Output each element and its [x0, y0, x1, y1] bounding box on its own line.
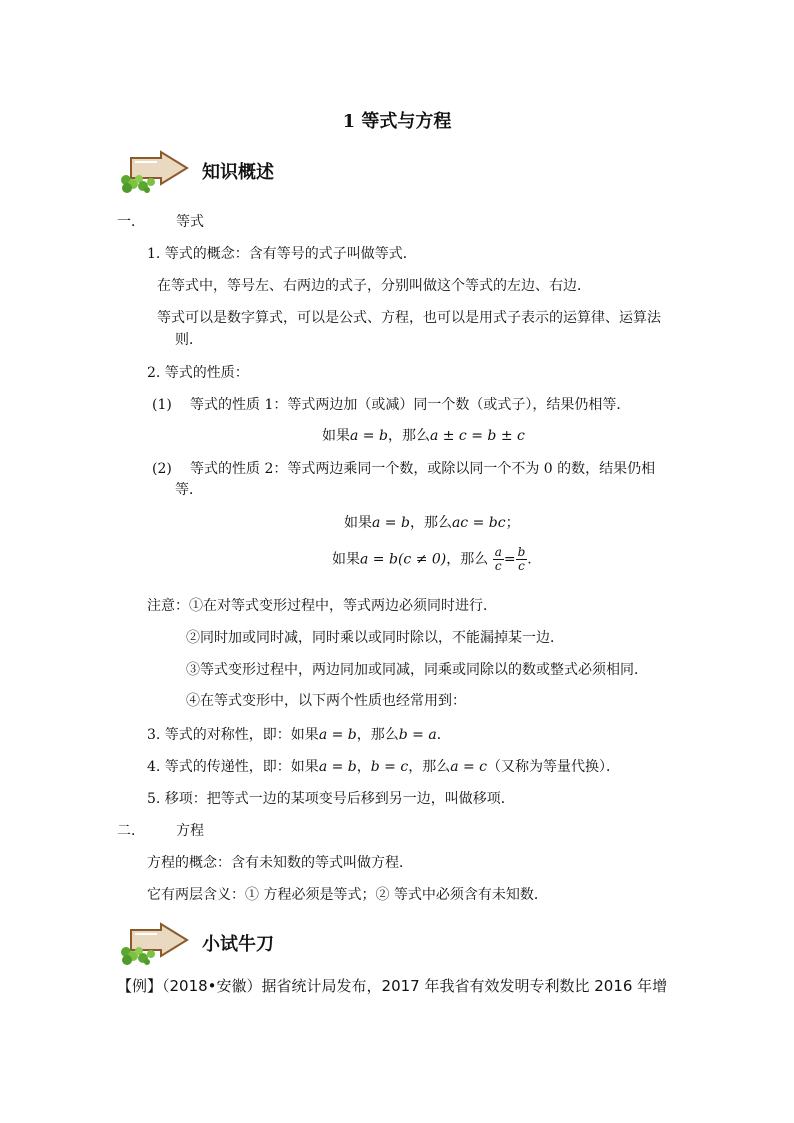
paragraph: 它有两层含义：① 方程必须是等式；② 等式中必须含有未知数． — [147, 887, 548, 903]
formula-text: （又称为等量代换）． — [487, 759, 621, 775]
part2-heading: 方程 — [176, 823, 204, 839]
paragraph: 等式的性质 2：等式两边乘同一个数，或除以同一个不为 0 的数，结果仍相 — [190, 461, 656, 477]
formula-text: ，那么 — [446, 551, 489, 568]
paragraph: 则． — [175, 332, 203, 348]
part2-marker: 二． — [117, 823, 145, 839]
formula-text: 3. 等式的对称性，即：如果 — [147, 727, 319, 743]
formula-text: 4. 等式的传递性，即：如果 — [147, 759, 319, 775]
item-label: (2) — [152, 461, 172, 477]
paragraph: 等式的性质 1：等式两边加（或减）同一个数（或式子），结果仍相等． — [190, 397, 631, 413]
formula-text: ，那么 — [409, 515, 452, 531]
item-label: (1) — [152, 397, 172, 413]
section-title-overview: 知识概述 — [202, 162, 274, 183]
fraction — [516, 546, 528, 573]
formula-math: b = c — [370, 759, 409, 775]
note-item: ③等式变形过程中，两边同加或同减，同乘或同除以的数或整式必须相同． — [186, 662, 648, 678]
paragraph: 1. 等式的概念：含有等号的式子叫做等式． — [147, 246, 417, 262]
part1-marker: 一． — [117, 214, 145, 230]
paragraph: 方程的概念：含有未知数的等式叫做方程． — [147, 855, 413, 871]
formula-math: a = b — [372, 515, 410, 531]
formula-text: ，那么 — [408, 759, 451, 775]
formula-math: ac = bc — [451, 515, 506, 531]
fraction-denominator: c — [494, 559, 502, 573]
paragraph: 在等式中，等号左、右两边的式子，分别叫做这个等式的左边、右边． — [157, 278, 591, 294]
section-title-practice: 小试牛刀 — [202, 934, 274, 955]
note-item: ①在对等式变形过程中，等式两边必须同时进行． — [189, 598, 497, 614]
formula-text: ， — [356, 759, 371, 775]
formula-line — [332, 546, 532, 573]
formula-text: ； — [505, 515, 520, 531]
formula-math: a = b(c ≠ 0) — [360, 551, 447, 568]
part1-heading: 等式 — [176, 214, 204, 230]
formula-math: a ± c = b ± c — [429, 428, 525, 444]
formula-line — [322, 427, 525, 445]
formula-line — [344, 514, 520, 532]
formula-text: ． — [436, 727, 451, 743]
formula-text: 如果 — [332, 551, 360, 568]
paragraph: 等式可以是数字算式，可以是公式、方程，也可以是用式子表示的运算律、运算法 — [157, 310, 661, 326]
formula-math: a = b — [350, 428, 388, 444]
note-item: ②同时加或同时减，同时乘以或同时除以，不能漏掉某一边． — [186, 630, 564, 646]
fraction-denominator: c — [518, 559, 525, 573]
paragraph: 2. 等式的性质： — [147, 365, 249, 381]
fraction — [493, 546, 504, 573]
note-item: ④在等式变形中，以下两个性质也经常用到： — [186, 693, 466, 709]
formula-text: 如果 — [344, 515, 372, 531]
page-title: 1 等式与方程 — [342, 111, 452, 132]
paragraph — [147, 726, 451, 744]
formula-text: . — [527, 551, 532, 568]
formula-text: 如果 — [322, 428, 350, 444]
formula-math: a = b — [318, 727, 357, 743]
fraction-numerator: b — [517, 545, 526, 559]
paragraph — [147, 758, 620, 776]
formula-math: a = c — [450, 759, 488, 775]
paragraph: 等． — [175, 482, 203, 498]
formula-text: ，那么 — [387, 428, 430, 444]
clover-arrow-icon — [117, 922, 189, 966]
formula-text: = — [503, 551, 516, 568]
example-text: 【例】（2018•安徽）据省统计局发布，2017 年我省有效发明专利数比 2016 年增 — [117, 977, 668, 995]
formula-math: a = b — [318, 759, 357, 775]
paragraph: 5. 移项：把等式一边的某项变号后移到另一边，叫做移项． — [147, 791, 515, 807]
fraction-numerator: a — [494, 545, 502, 559]
clover-arrow-icon — [117, 150, 189, 194]
formula-math: b = a — [398, 727, 437, 743]
formula-text: ，那么 — [356, 727, 399, 743]
note-label: 注意： — [147, 598, 189, 614]
